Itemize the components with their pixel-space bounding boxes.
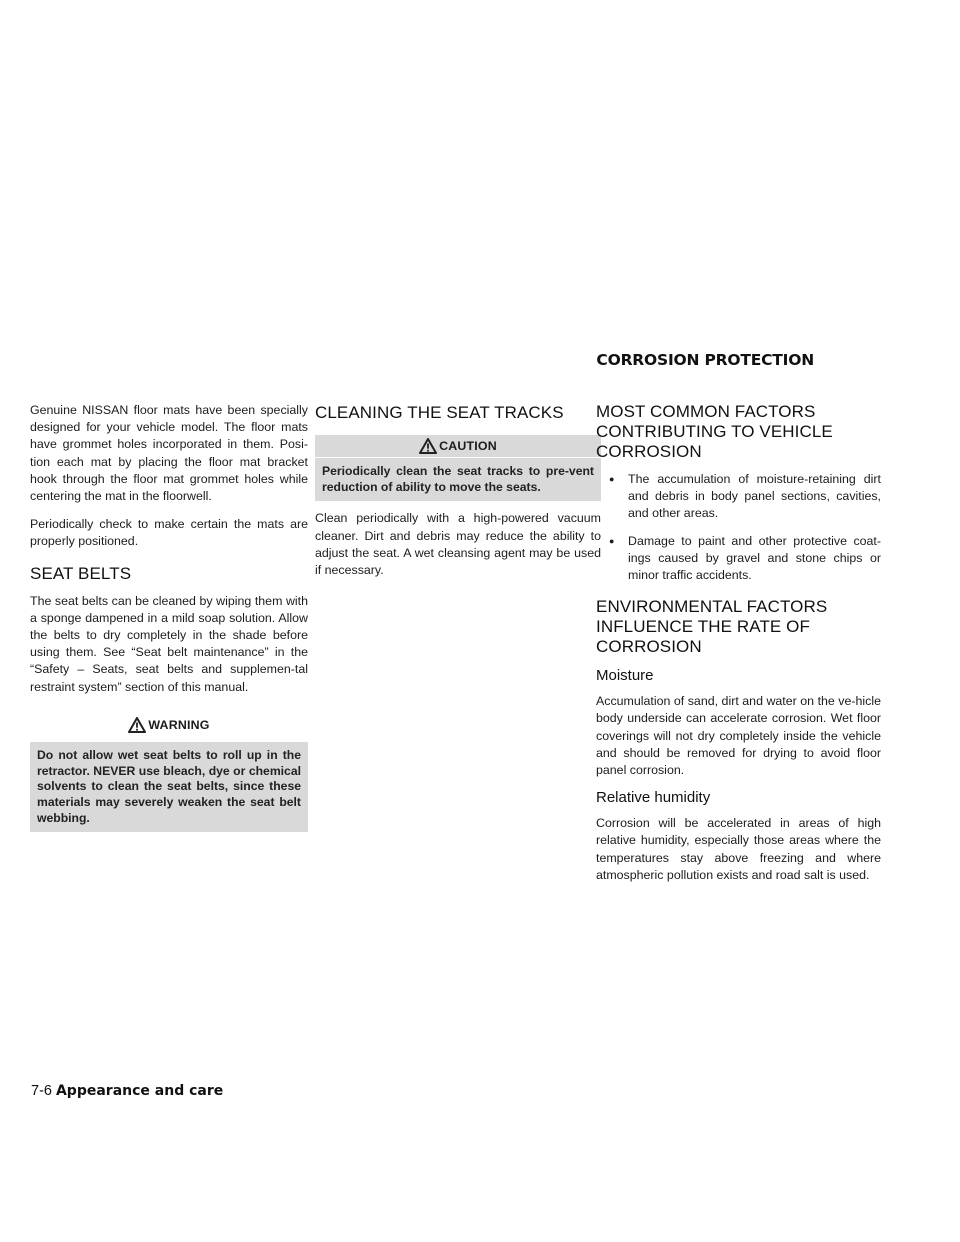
page-footer: [31, 1083, 223, 1099]
common-factors-heading: MOST COMMON FACTORS CONTRIBUTING TO VEHICLE CORROSION: [596, 402, 833, 461]
warning-header: [30, 714, 308, 736]
moisture-subheading: Moisture: [596, 667, 654, 685]
mats-check-paragraph: Periodically check to make certain the mats are properly positioned.: [30, 517, 308, 549]
moisture-paragraph: Accumulation of sand, dirt and water on the ve-hicle body underside can accelerate corrosion. Wet floor coverings will not dry completely inside the vehicle and should be removed for drying to avoid floor panel corrosion.: [596, 694, 881, 778]
common-factors-list: [596, 471, 881, 584]
column-1: [30, 402, 308, 844]
humidity-paragraph: Corrosion will be accelerated in areas of high relative humidity, especially those areas where the temperatures stay above freezing and where atmospheric pollution exists and road salt is used.: [596, 816, 881, 882]
chapter-title: Appearance and care: [55, 1083, 224, 1099]
list-item: ● The accumulation of moisture-retaining dirt and debris in body panel sections, cavities, and other areas.: [596, 471, 881, 523]
column-2: [315, 403, 601, 579]
caution-header: [315, 435, 601, 457]
seat-tracks-paragraph: Clean periodically with a high-powered vacuum cleaner. Dirt and debris may reduce the ability to adjust the seat. A wet cleansing agent may be used if necessary.: [315, 511, 601, 578]
seat-belts-heading: SEAT BELTS: [30, 563, 132, 583]
warning-text: Do not allow wet seat belts to roll up in the retractor. NEVER use bleach, dye or chemical solvents to clean the seat belts, since these materials may severely weaken the seat belt webbing.: [30, 742, 308, 833]
humidity-subheading: Relative humidity: [596, 789, 711, 807]
seat-tracks-heading: CLEANING THE SEAT TRACKS: [315, 403, 564, 422]
warning-callout: [30, 714, 308, 833]
warning-icon: [128, 717, 146, 733]
floor-mats-paragraph: Genuine NISSAN floor mats have been specially designed for your vehicle model. The floor mats have grommet holes incorporated in them. Posi-tion each mat by placing the floor mat bracket hook through the floor mat grommet holes while centering the mat in the floorwell.: [30, 403, 308, 504]
caution-text: Periodically clean the seat tracks to pre-vent reduction of ability to move the seats.: [315, 457, 601, 501]
caution-callout: [315, 435, 601, 501]
page-number: 7-6: [31, 1083, 52, 1099]
caution-label: CAUTION: [439, 439, 497, 453]
environmental-factors-heading: ENVIRONMENTAL FACTORS INFLUENCE THE RATE OF CORROSION: [596, 597, 828, 657]
seat-belts-paragraph: The seat belts can be cleaned by wiping them with a sponge dampened in a mild soap solution. Allow the belts to dry completely in the shade before using them. See “Seat belt maintenance” in the “Safety – Seats, seat belts and supplemen-tal restraint system” section of this manual.: [30, 593, 308, 694]
warning-label: WARNING: [148, 717, 210, 732]
column-3: [596, 402, 881, 884]
list-item: ● Damage to paint and other protective coat-ings caused by gravel and stone chips or minor traffic accidents.: [596, 533, 881, 585]
caution-icon: [419, 438, 437, 454]
section-title: CORROSION PROTECTION: [596, 351, 814, 369]
